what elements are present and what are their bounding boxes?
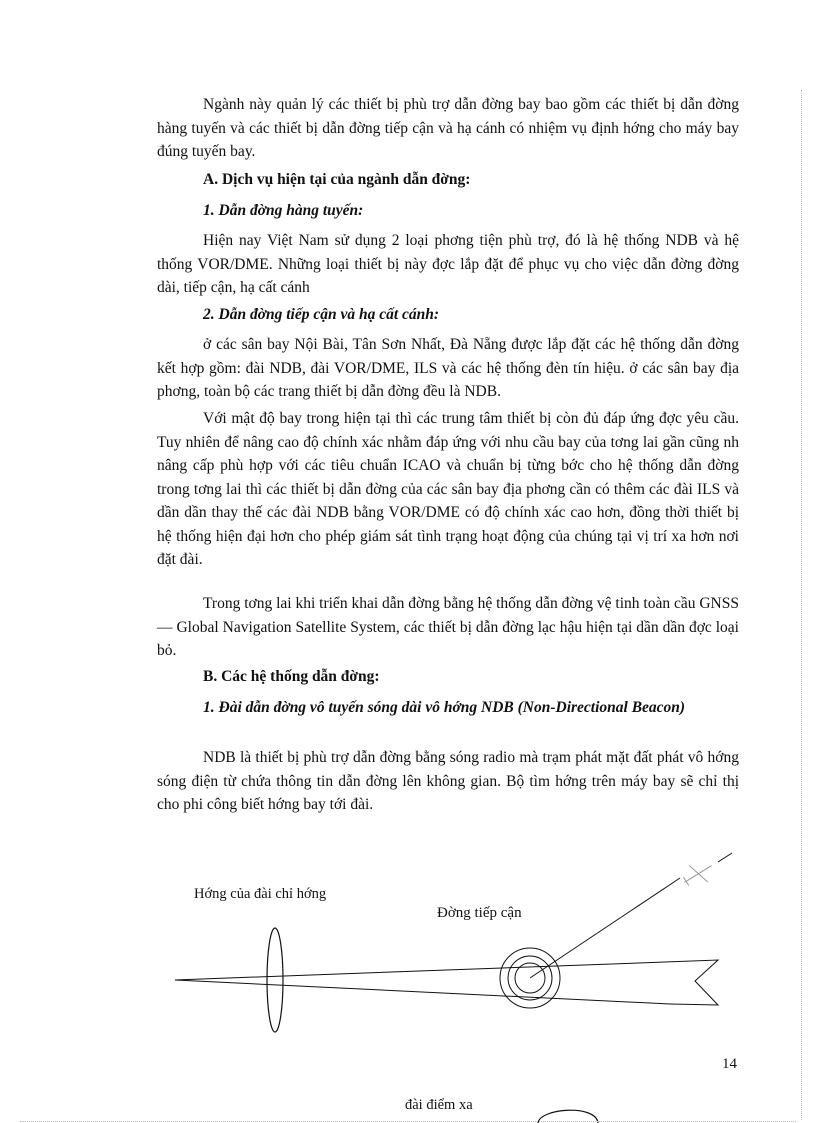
heading-section-a: A. Dịch vụ hiện tại của ngành dẫn đờng: bbox=[203, 171, 471, 188]
heading-section-a1: 1. Dẫn đờng hàng tuyến: bbox=[203, 202, 364, 219]
arrow-lower-edge bbox=[175, 980, 670, 1004]
heading-section-b1: 1. Đài dẫn đờng vô tuyến sóng dài vô hớng NDB (Non-Directional Beacon) bbox=[203, 699, 686, 716]
page-edge-bottom bbox=[20, 1121, 796, 1122]
label-far-station: đài điểm xa bbox=[405, 1097, 473, 1113]
arrow-upper-edge bbox=[175, 962, 665, 980]
paragraph-density: Với mật độ bay trong hiện tại thì các trung tâm thiết bị còn đủ đáp ứng đợc yêu cầu. Tuy nhiên để nâng cao độ chính xác nhằm đáp ứng với nhu cầu bay của tơng lai gần cũng nh nâng cấp phù hợp với các tiêu chuẩn ICAO và chuẩn bị từng bớc cho hệ thống dẫn đờng trong tơng lai thì các thiết bị dẫn đờng của các sân bay địa phơng cần có thêm các đài ILS và dần dần thay thế các đài NDB bằng VOR/DME có độ chính xác cao hơn, đồng thời thiết bị hệ thống hiện đại hơn cho phép giám sát tình trạng hoạt động của chúng tại vị trí xa hơn nơi đặt đài. bbox=[157, 410, 739, 568]
paragraph-intro: Ngành này quản lý các thiết bị phù trợ dẫn đờng bay bao gồm các thiết bị dẫn đờng hàng tuyến và các thiết bị dẫn đờng tiếp cận và hạ cánh có nhiệm vụ định hớng cho máy bay đúng tuyến bay. bbox=[157, 96, 739, 160]
label-approach-path: Đờng tiếp cận bbox=[437, 905, 522, 921]
approach-line-tip bbox=[718, 853, 732, 862]
label-direction-finder: Hớng của đài chỉ hớng bbox=[194, 886, 327, 902]
direction-ellipse bbox=[267, 928, 283, 1032]
page-edge-right bbox=[800, 90, 802, 1120]
heading-section-b: B. Các hệ thống dẫn đờng: bbox=[203, 668, 380, 685]
airplane-icon bbox=[678, 855, 718, 892]
arrowhead bbox=[665, 960, 718, 1005]
paragraph-approach: ở các sân bay Nội Bài, Tân Sơn Nhất, Đà Nẵng được lắp đặt các hệ thống dẫn đờng kết hợp gồm: đài NDB, đài VOR/DME, ILS và các hệ thống đèn tín hiệu. ở các sân bay địa phơng, toàn bộ các trang thiết bị dẫn đờng đều là NDB. bbox=[157, 336, 739, 400]
paragraph-gnss: Trong tơng lai khi triển khai dẫn đờng bằng hệ thống dẫn đờng vệ tinh toàn cầu GNSS — Global Navigation Satellite System, các thiết bị dẫn đờng lạc hậu hiện tại dần dần đợc loại bỏ. bbox=[157, 595, 739, 659]
page-number: 14 bbox=[722, 1056, 737, 1072]
paragraph-route-navigation: Hiện nay Việt Nam sử dụng 2 loại phơng tiện phù trợ, đó là hệ thống NDB và hệ thống VOR/DME. Những loại thiết bị này đợc lắp đặt để phục vụ cho việc dẫn đờng đờng dài, tiếp cận, hạ cất cánh bbox=[157, 232, 739, 296]
approach-line bbox=[530, 878, 680, 978]
paragraph-ndb: NDB là thiết bị phù trợ dẫn đờng bằng sóng radio mà trạm phát mặt đất phát vô hớng sóng điện từ chứa thông tin dẫn đờng lên không gian. Bộ tìm hớng trên máy bay sẽ chỉ thị cho phi công biết hớng bay tới đài. bbox=[157, 749, 739, 813]
heading-section-a2: 2. Dẫn đờng tiếp cận và hạ cất cánh: bbox=[203, 306, 440, 323]
